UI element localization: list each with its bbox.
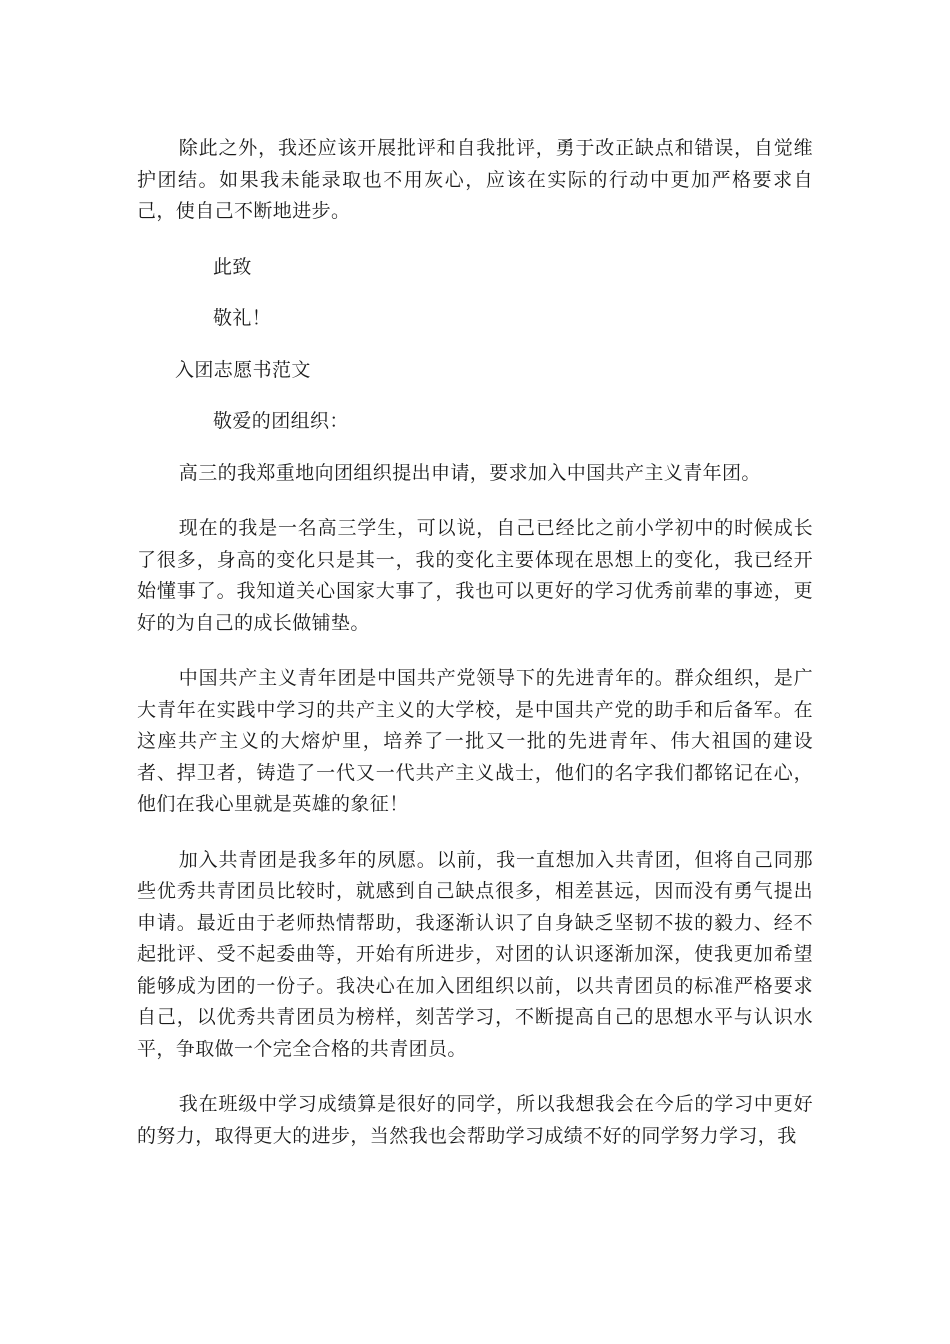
paragraph-long-held-wish: 加入共青团是我多年的夙愿。以前，我一直想加入共青团，但将自己同那些优秀共青团员比较时，就感到自己缺点很多，相差甚远，因而没有勇气提出申请。最近由于老师热情帮助，我逐渐认识了自身缺乏坚韧不拔的毅力、经不起批评、受不起委曲等，开始有所进步，对团的认识逐渐加深，使我更加希望能够成为团的一份子。我决心在加入团组织以前，以共青团员的标准严格要求自己，以优秀共青团员为榜样，刻苦学习，不断提高自己的思想水平与认识水平，争取做一个完全合格的共青团员。: [137, 848, 813, 1060]
paragraph-league-description: 中国共产主义青年团是中国共产党领导下的先进青年的。群众组织，是广大青年在实践中学习的共产主义的大学校，是中国共产党的助手和后备军。在这座共产主义的大熔炉里，培养了一批又一批的先进青年、伟大祖国的建设者、捍卫者，铸造了一代又一代共产主义战士，他们的名字我们都铭记在心，他们在我心里就是英雄的象征！: [137, 667, 813, 815]
paragraph-application: 高三的我郑重地向团组织提出申请，要求加入中国共产主义青年团。: [178, 461, 761, 484]
section-title: 入团志愿书范文: [175, 358, 311, 381]
closing-line-cizhi: 此致: [213, 255, 252, 278]
closing-line-jingli: 敬礼！: [213, 307, 272, 329]
salutation: 敬爱的团组织：: [213, 410, 349, 432]
paragraph-self-criticism: 除此之外，我还应该开展批评和自我批评，勇于改正缺点和错误，自觉维护团结。如果我未能录取也不用灰心，应该在实际的行动中更加严格要求自己，使自己不断地进步。: [137, 137, 813, 222]
document-body: [137, 133, 813, 1152]
paragraph-study-performance: 我在班级中学习成绩算是很好的同学，所以我想我会在今后的学习中更好的努力，取得更大的进步，当然我也会帮助学习成绩不好的同学努力学习，我: [137, 1093, 813, 1147]
paragraph-current-self: 现在的我是一名高三学生，可以说，自己已经比之前小学初中的时候成长了很多，身高的变化只是其一，我的变化主要体现在思想上的变化，我已经开始懂事了。我知道关心国家大事了，我也可以更好的学习优秀前辈的事迹，更好的为自己的成长做铺垫。: [137, 517, 813, 634]
